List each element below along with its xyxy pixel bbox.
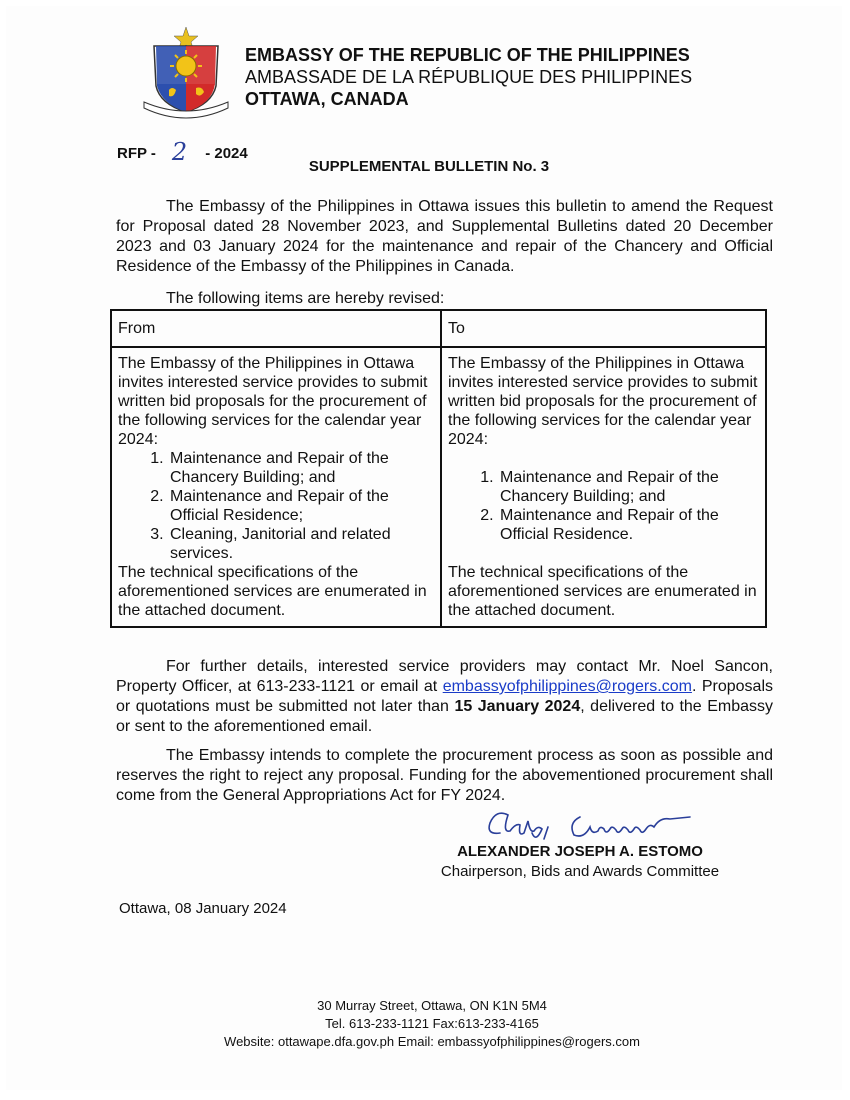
- footer-address: 30 Murray Street, Ottawa, ON K1N 5M4: [317, 998, 547, 1013]
- intro-paragraph-text: The Embassy of the Philippines in Ottawa issues this bulletin to amend the Request for Proposal dated 28 November 2023, and Supplemental Bulletins dated 20 December 2023 and 03 January 2024 for the maintenance and repair of the Chancery and Official Residence of the Embassy of the Philippines in Canada.: [116, 198, 773, 275]
- details-text-3: , delivered to the Embassy or sent to the aforementioned email.: [116, 698, 774, 735]
- closing-paragraph-text: The Embassy intends to complete the procurement process as soon as possible and reserves the right to reject any proposal. Funding for the abovementioned procurement shall come from the General Appropriations Act for FY 2024.: [116, 747, 773, 804]
- to-services-list: [448, 468, 759, 544]
- list-item: 2. Maintenance and Repair of the Official Residence.: [498, 506, 759, 544]
- to-column: [441, 347, 766, 627]
- embassy-name-english: EMBASSY OF THE REPUBLIC OF THE PHILIPPINES: [245, 45, 690, 65]
- signatory-block: [420, 842, 740, 882]
- email-link[interactable]: embassyofphilippines@rogers.com: [442, 678, 692, 695]
- list-item: 3. Cleaning, Janitorial and related services.: [168, 525, 434, 563]
- table-header-from: From: [111, 310, 441, 347]
- from-text: The Embassy of the Philippines in Ottawa invites interested service provides to submit written bid proposals for the procurement of the following services for the calendar year 2024:: [118, 355, 428, 448]
- signatory-title: Chairperson, Bids and Awards Committee: [440, 863, 720, 880]
- table-header-to: To: [441, 310, 766, 347]
- details-paragraph: [116, 657, 773, 737]
- intro-paragraph: [116, 197, 773, 277]
- list-item: 1. Maintenance and Repair of the Chancery Building; and: [498, 468, 759, 506]
- bulletin-title: SUPPLEMENTAL BULLETIN No. 3: [308, 158, 550, 175]
- from-column: [111, 347, 441, 627]
- footer-phone: Tel. 613-233-1121 Fax:613-233-4165: [325, 1016, 539, 1031]
- from-services-list: [118, 449, 434, 563]
- closing-paragraph: [116, 746, 773, 806]
- signature: [480, 803, 720, 847]
- details-text-1: For further details, interested service providers may contact Mr. Noel Sancon, Property Officer, at 613-233-1121 or email at: [116, 658, 773, 695]
- footer: [0, 997, 850, 1051]
- details-text-2: . Proposals or quotations must be submitted not later than: [116, 678, 773, 715]
- place-and-date: Ottawa, 08 January 2024: [119, 900, 287, 917]
- rfp-year: - 2024: [205, 145, 248, 162]
- rfp-number-handwritten: 2: [171, 138, 188, 166]
- revised-items-intro: The following items are hereby revised:: [166, 290, 445, 307]
- revision-table: [110, 309, 767, 628]
- embassy-location: OTTAWA, CANADA: [245, 89, 409, 109]
- to-closing: The technical specifications of the aforementioned services are enumerated in the attached document.: [448, 564, 757, 619]
- deadline-date: 15 January 2024: [454, 698, 581, 715]
- footer-web: Website: ottawape.dfa.gov.ph Email: embassyofphilippines@rogers.com: [224, 1034, 640, 1049]
- philippine-seal-logo: [136, 24, 236, 124]
- list-item: 1. Maintenance and Repair of the Chancery Building; and: [168, 449, 434, 487]
- from-closing: The technical specifications of the aforementioned services are enumerated in the attached document.: [118, 564, 427, 619]
- rfp-prefix: RFP -: [117, 145, 156, 162]
- embassy-name-french: AMBASSADE DE LA RÉPUBLIQUE DES PHILIPPINES: [245, 67, 693, 87]
- signatory-name: ALEXANDER JOSEPH A. ESTOMO: [457, 843, 703, 860]
- to-text: The Embassy of the Philippines in Ottawa invites interested service provides to submit written bid proposals for the procurement of the following services for the calendar year 2024:: [448, 355, 758, 448]
- list-item: 2. Maintenance and Repair of the Official Residence;: [168, 487, 434, 525]
